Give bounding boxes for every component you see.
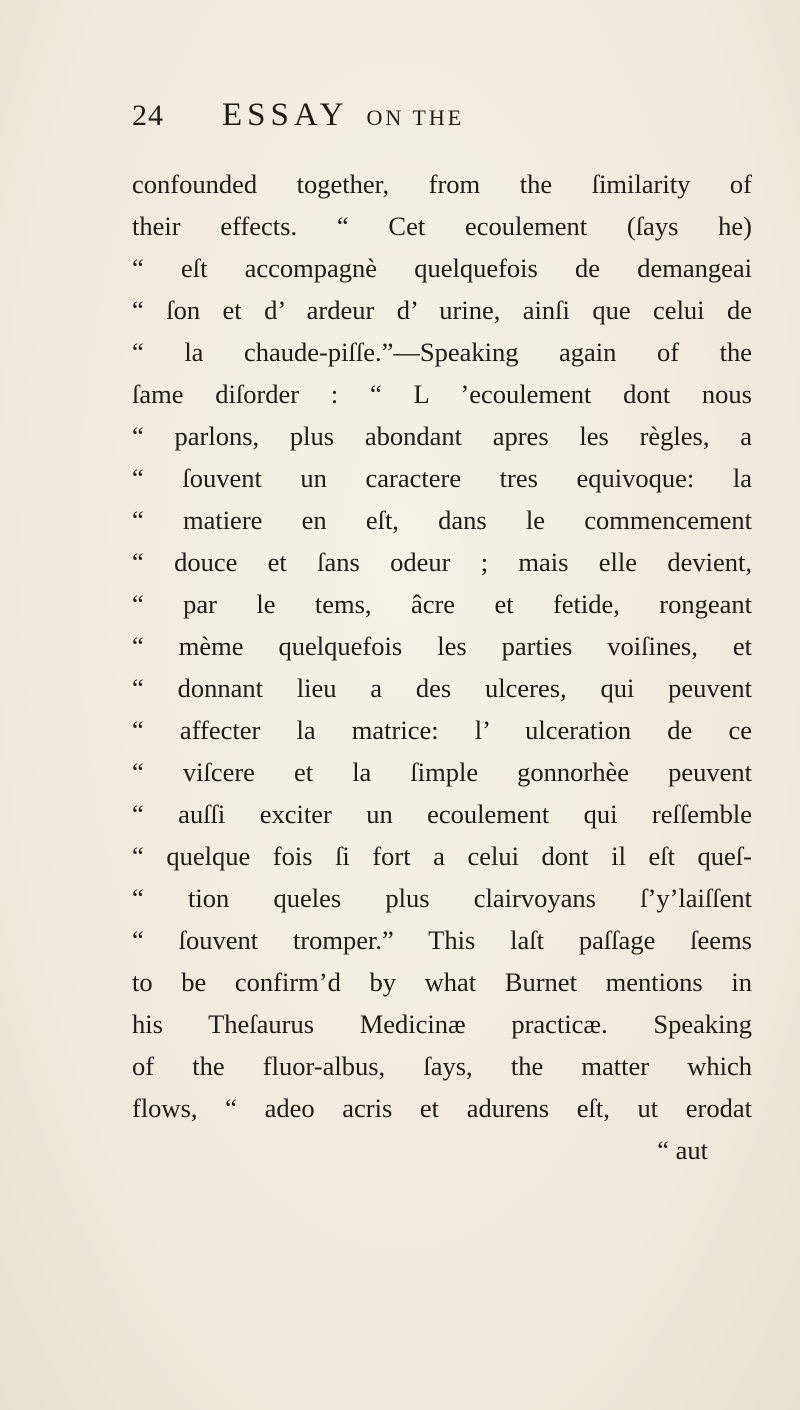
page-number: 24 — [132, 99, 164, 132]
text-line: to be confirm’d by what Burnet mentions in — [132, 967, 752, 997]
text-line: ſame diſorder : “ L ’ecoulement dont nous — [132, 379, 752, 409]
text-line: “ ſouvent tromper.” This laſt paſſage ſeems — [132, 925, 752, 955]
running-head — [222, 97, 464, 134]
text-line: of the fluor-albus, ſays, the matter which — [132, 1051, 752, 1081]
text-line: “ douce et ſans odeur ; mais elle devient, — [132, 547, 752, 577]
text-line: “ donnant lieu a des ulceres, qui peuvent — [132, 673, 752, 703]
text-line: “ viſcere et la ſimple gonnorhèe peuvent — [132, 757, 752, 787]
text-line: “ affecter la matrice: l’ ulceration de ce — [132, 715, 752, 745]
text-line: “ par le tems, âcre et fetide, rongeant — [132, 589, 752, 619]
text-line: “ matiere en eſt, dans le commencement — [132, 505, 752, 535]
text-line: “ tion queles plus clairvoyans ſ’y’laiſſent — [132, 883, 752, 913]
catchword: “ aut — [657, 1135, 708, 1165]
text-line: “ parlons, plus abondant apres les règles, a — [132, 421, 752, 451]
page-header — [132, 97, 752, 143]
body-text — [132, 163, 752, 1171]
text-line: “ quelque fois ſi fort a celui dont il eſt queſ- — [132, 841, 752, 871]
text-line: “ eſt accompagnè quelquefois de demangeai — [132, 253, 752, 283]
text-line: “ la chaude-piſſe.”—Speaking again of the — [132, 337, 752, 367]
running-head-small: ON THE — [366, 105, 465, 130]
text-line: their effects. “ Cet ecoulement (ſays he) — [132, 211, 752, 241]
text-line: flows, “ adeo acris et adurens eſt, ut erodat — [132, 1093, 752, 1123]
text-line: confounded together, from the ſimilarity of — [132, 169, 752, 199]
text-line: “ ſouvent un caractere tres equivoque: la — [132, 463, 752, 493]
text-line: “ mème quelquefois les parties voiſines, et — [132, 631, 752, 661]
text-line: “ auſſi exciter un ecoulement qui reſſemble — [132, 799, 752, 829]
text-line: his Theſaurus Medicinæ practicæ. Speaking — [132, 1009, 752, 1039]
running-head-main: ESSAY — [222, 97, 348, 133]
text-line: “ ſon et d’ ardeur d’ urine, ainſi que celui de — [132, 295, 752, 325]
